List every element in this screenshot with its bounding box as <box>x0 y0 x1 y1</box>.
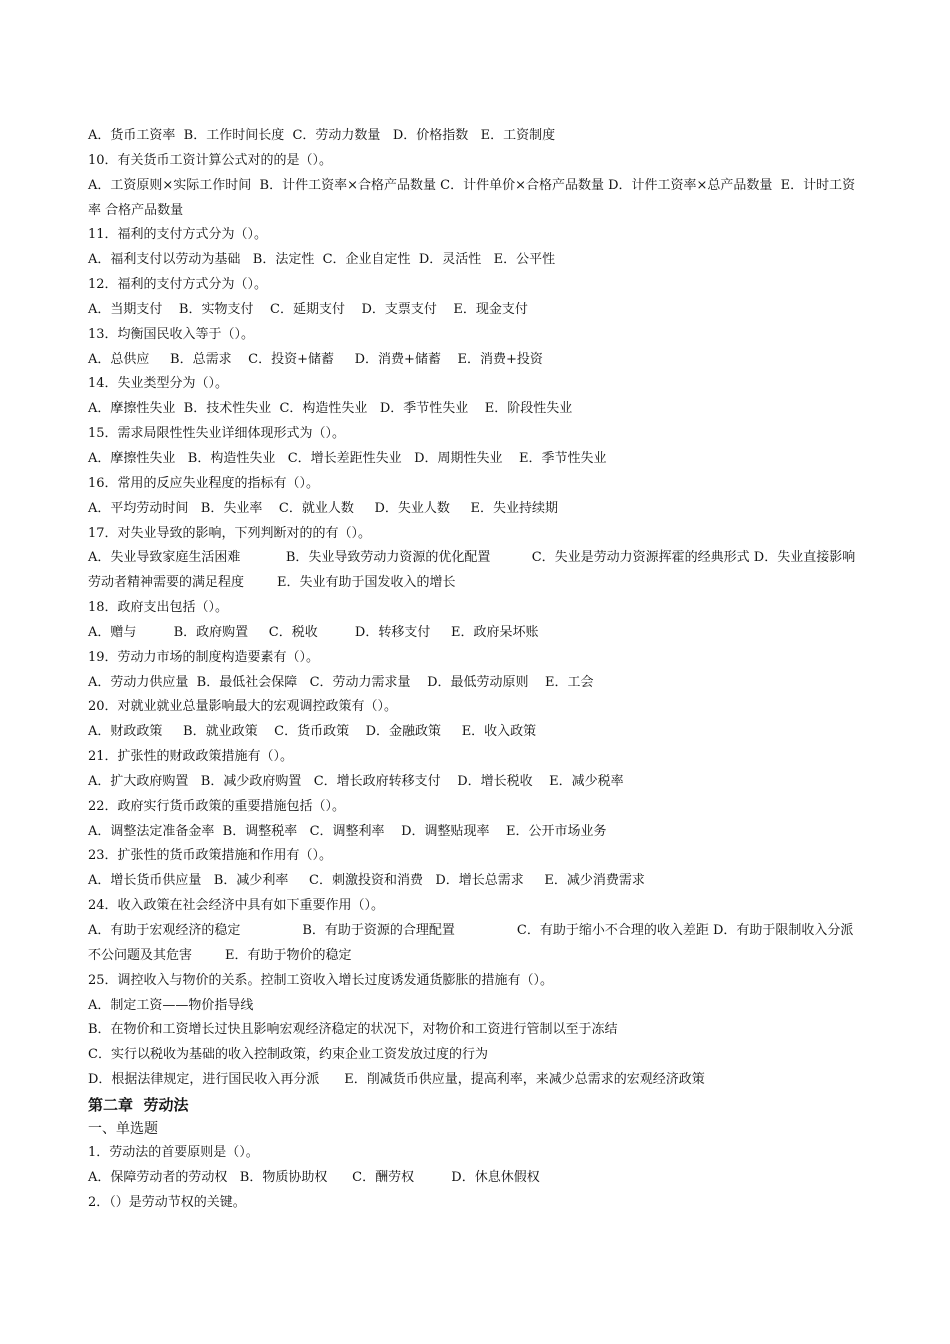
question-15: 15．需求局限性性失业详细体现形式为（）。 <box>88 426 346 442</box>
question-24: 24．收入政策在社会经济中具有如下重要作用（）。 <box>88 898 385 914</box>
question-10: 10．有关货币工资计算公式对的的是（）。 <box>88 152 333 168</box>
answer-options-12: A．当期支付 B．实物支付 C．延期支付 D．支票支付 E．现金支付 <box>88 301 528 317</box>
answer-option-25de: D．根据法律规定，进行国民收入再分派 E．削减货币供应量，提高利率，来减少总需求的宏观经济政策 <box>88 1072 705 1088</box>
question-14: 14．失业类型分为（）。 <box>88 376 229 392</box>
question-16: 16．常用的反应失业程度的指标有（）。 <box>88 475 320 491</box>
answer-options-15: A．摩擦性失业 B．构造性失业 C．增长差距性失业 D．周期性失业 E．季节性失业 <box>88 450 607 466</box>
question-25: 25．调控收入与物价的关系。控制工资收入增长过度诱发通货膨胀的措施有（）。 <box>88 972 554 988</box>
answer-options-11: A．福利支付以劳动为基础 B．法定性 C．企业自定性 D．灵活性 E．公平性 <box>88 252 556 268</box>
question-1: 1．劳动法的首要原则是（）。 <box>88 1144 259 1160</box>
answer-options-9: A．货币工资率 B．工作时间长度 C．劳动力数量 D．价格指数 E．工资制度 <box>88 128 556 143</box>
question-19: 19．劳动力市场的制度构造要素有（）。 <box>88 649 320 665</box>
question-13: 13．均衡国民收入等于（）。 <box>88 326 255 342</box>
answer-option-25a: A．制定工资——物价指导线 <box>88 997 254 1013</box>
question-21: 21．扩张性的财政政策措施有（）。 <box>88 749 294 765</box>
question-18: 18．政府支出包括（）。 <box>88 600 229 616</box>
question-17: 17．对失业导致的影响，下列判断对的的有（）。 <box>88 525 372 541</box>
answer-options-14: A．摩擦性失业 B．技术性失业 C．构造性失业 D．季节性失业 E．阶段性失业 <box>88 401 573 417</box>
question-22: 22．政府实行货币政策的重要措施包括（）。 <box>88 798 346 814</box>
answer-options-23: A．增长货币供应量 B．减少利率 C．刺激投资和消费 D．增长总需求 E．减少消费需求 <box>88 873 645 889</box>
answer-options-18: A．赠与 B．政府购置 C．税收 D．转移支付 E．政府呆坏账 <box>88 624 539 640</box>
answer-options-13: A．总供应 B．总需求 C．投资+储蓄 D．消费+储蓄 E．消费+投资 <box>88 351 543 367</box>
document-body <box>88 124 863 1215</box>
question-23: 23．扩张性的货币政策措施和作用有（）。 <box>88 848 333 864</box>
answer-option-25b: B．在物价和工资增长过快且影响宏观经济稳定的状况下，对物价和工资进行管制以至于冻结 <box>88 1022 618 1038</box>
answer-options-17: A．失业导致家庭生活困难 B．失业导致劳动力资源的优化配置 C．失业是劳动力资源挥霍的经典形式 D．失业直接影响劳动者精神需要的满足程度 E．失业有助于国发收入的增长 <box>88 550 856 591</box>
answer-options-22: A．调整法定准备金率 B．调整税率 C．调整利率 D．调整贴现率 E．公开市场业务 <box>88 823 607 839</box>
answer-options-19: A．劳动力供应量 B．最低社会保障 C．劳动力需求量 D．最低劳动原则 E．工会 <box>88 674 594 690</box>
answer-options-1: A．保障劳动者的劳动权 B．物质协助权 C．酬劳权 D．休息休假权 <box>88 1169 540 1185</box>
question-2: 2．（）是劳动节权的关键。 <box>88 1194 246 1210</box>
question-20: 20．对就业就业总量影响最大的宏观调控政策有（）。 <box>88 699 398 715</box>
answer-options-16: A．平均劳动时间 B．失业率 C．就业人数 D．失业人数 E．失业持续期 <box>88 500 559 516</box>
answer-option-25c: C．实行以税收为基础的收入控制政策，约束企业工资发放过度的行为 <box>88 1047 488 1063</box>
answer-options-20: A．财政政策 B．就业政策 C．货币政策 D．金融政策 E．收入政策 <box>88 724 537 740</box>
chapter-heading: 第二章 劳动法 <box>88 1095 189 1114</box>
question-12: 12．福利的支付方式分为（）。 <box>88 277 268 293</box>
section-heading: 一、单选题 <box>88 1120 158 1137</box>
answer-options-21: A．扩大政府购置 B．减少政府购置 C．增长政府转移支付 D．增长税收 E．减少税率 <box>88 773 624 789</box>
answer-options-10: A．工资原则×实际工作时间 B．计件工资率×合格产品数量 C．计件单价×合格产品数量 D．计件工资率×总产品数量 E．计时工资率 合格产品数量 <box>88 177 856 218</box>
answer-options-24: A．有助于宏观经济的稳定 B．有助于资源的合理配置 C．有助于缩小不合理的收入差距 D．有助于限制收入分派不公问题及其危害 E．有助于物价的稳定 <box>88 923 854 963</box>
question-11: 11．福利的支付方式分为（）。 <box>88 227 268 243</box>
